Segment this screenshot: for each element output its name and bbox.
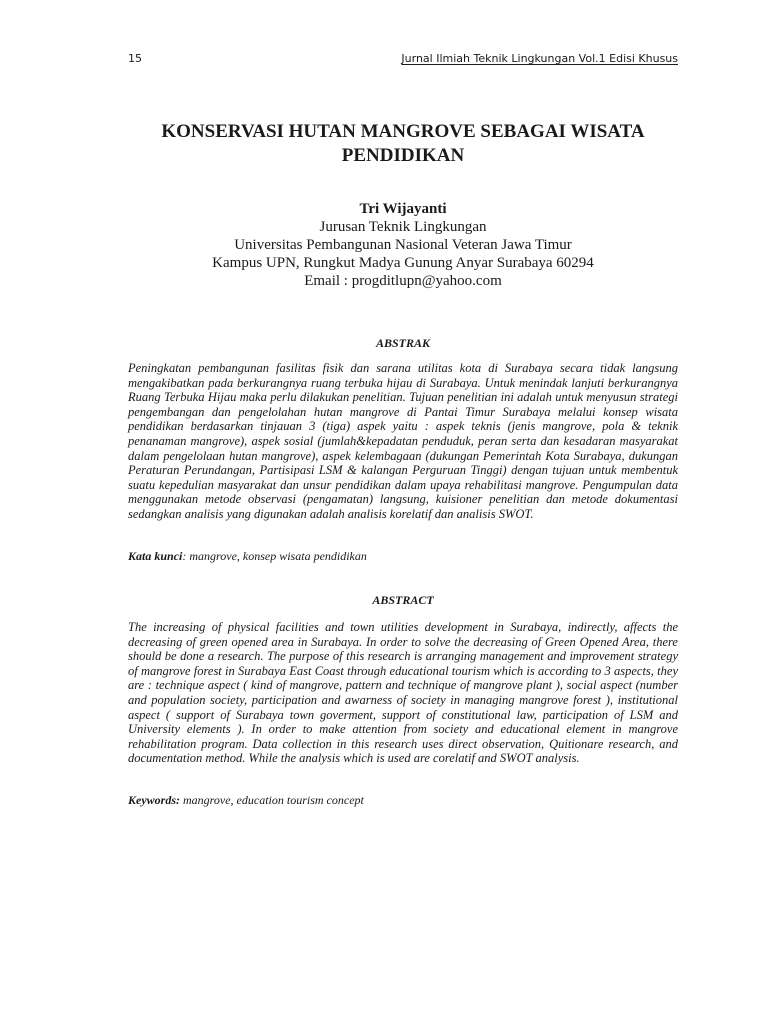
abstract-heading: ABSTRACT [372, 593, 434, 607]
journal-name: Jurnal Ilmiah Teknik Lingkungan Vol.1 Edisi Khusus [401, 52, 678, 65]
page-number: 15 [128, 52, 142, 65]
abstrak-keywords-value: : mangrove, konsep wisata pendidikan [182, 549, 367, 563]
author-email: Email : progditlupn@yahoo.com [304, 273, 502, 289]
running-header [128, 52, 678, 68]
abstrak-keywords-label: Kata kunci [128, 549, 183, 563]
author-department: Jurusan Teknik Lingkungan [319, 219, 487, 235]
author-address: Kampus UPN, Rungkut Madya Gunung Anyar Surabaya 60294 [212, 255, 594, 271]
abstract-keywords-value: mangrove, education tourism concept [180, 793, 364, 807]
abstrak-keywords [128, 549, 678, 563]
abstract-body: The increasing of physical facilities and town utilities development in Surabaya, indirectly, affects the decreasing of green opened area in Surabaya. In order to solve the decreasing of Green Opened Area, there should be done a research. The purpose of this research is arranging management and improvement strategy of mangrove forest in Surabaya East Coast through educational tourism which is according to 3 aspects, they are : technique aspect ( kind of mangrove, pattern and technique of mangrove plant ), social aspect (number and population society, participation and awarness of society in managing mangrove forest ), institutional aspect ( support of Surabaya town goverment, support of constitutional law, participation of LSM and University elements ). In order to make attention from society and educational element in mangrove rehabilitation program. Data collection in this research uses direct observation, Quitionare research, and documentation method. While the analysis which is used are corelatif and SWOT analysis. [128, 620, 678, 766]
author-block [108, 200, 698, 290]
paper-title: KONSERVASI HUTAN MANGROVE SEBAGAI WISATA PENDIDIKAN [161, 121, 645, 166]
author-university: Universitas Pembangunan Nasional Veteran Jawa Timur [234, 237, 572, 253]
abstract-keywords [128, 793, 678, 807]
abstrak-body: Peningkatan pembangunan fasilitas fisik dan sarana utilitas kota di Surabaya secara tidak langsung mengakibatkan pada berkurangnya ruang terbuka hijau di Surabaya. Untuk menindak lanjuti berkurangnya Ruang Terbuka Hijau maka perlu dilakukan penelitian. Tujuan penelitian ini adalah untuk menyusun strategi pengembangan dan pengelolahan hutan mangrove di Pantai Timur Surabaya melalui konsep wisata pendidikan berdasarkan tinjauan 3 (tiga) aspek yaitu : aspek teknis (jenis mangrove, pola & teknik penanaman mangrove), aspek sosial (jumlah&kepadatan penduduk, peran serta dan kesadaran masyarakat dalam pengelolaan hutan mangrove), aspek kelembagaan (dukungan Pemerintah Kota Surabaya, dukungan Peraturan Perundangan, Partisipasi LSM & kalangan Perguruan Tinggi) dengan tujuan untuk membentuk suatu kepedulian masyarakat dan unsur pendidikan dalam upaya rehabilitasi mangrove. Pengumpulan data menggunakan metode observasi (pengamatan) langsung, kuisioner penelitian dan metode dokumentasi sedangkan analisis yang digunakan adalah analisis korelatif dan analisis SWOT. [128, 361, 678, 521]
abstract-keywords-label: Keywords: [128, 793, 180, 807]
abstrak-heading: ABSTRAK [375, 336, 431, 350]
author-name: Tri Wijayanti [359, 201, 447, 217]
